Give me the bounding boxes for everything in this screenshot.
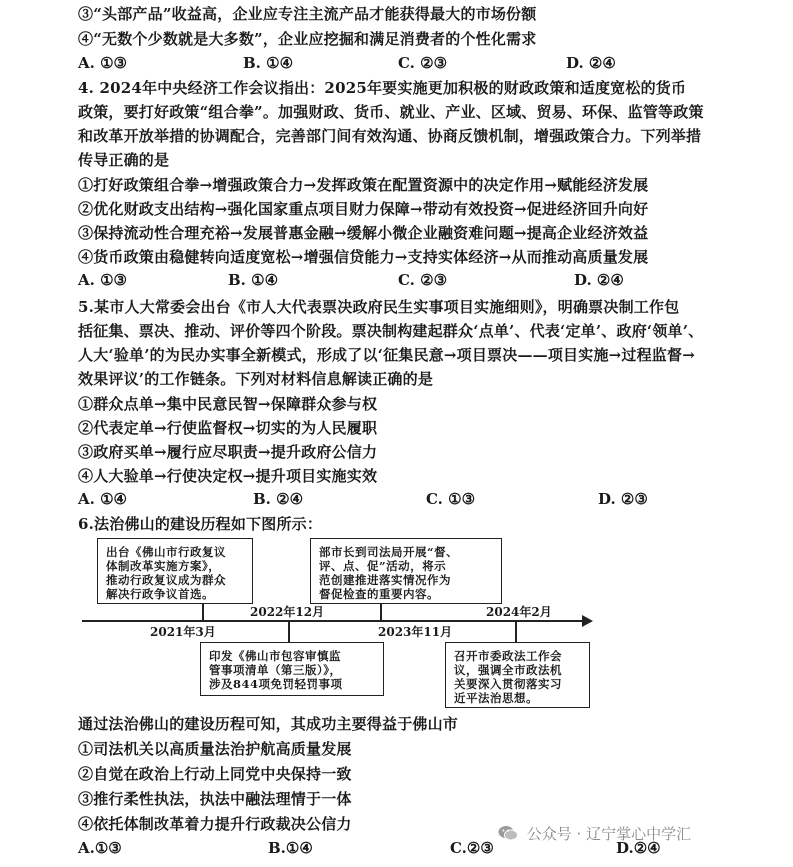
option-c: C. ②③ (398, 271, 448, 289)
q3-options (78, 54, 778, 74)
option-b: B.①④ (268, 839, 313, 857)
q5-item-1: ①群众点单→集中民意民智→保障群众参与权 (78, 395, 378, 413)
timeline-box-text: 印发《佛山市包容审慎监 管事项清单（第三版）》， 涉及844项免罚轻罚事项 (209, 649, 343, 691)
timeline-box-text: 部市长到司法局开展“督、 评、点、促”活动，将示 范创建推进落实情况作为 督促检查的重要内容。 (319, 545, 459, 601)
q3-item-4: ④“无数个少数就是大多数”，企业应挖掘和满足消费者的个性化需求 (78, 30, 537, 48)
timeline-connector (380, 604, 382, 620)
option-a: A. ①③ (78, 271, 127, 289)
q4-item-4: ④货币政策由稳健转向适度宽松→增强信贷能力→支持实体经济→从而推动高质量发展 (78, 248, 649, 266)
q5-options (78, 490, 778, 510)
timeline-date-2021: 2021年3月 (150, 625, 216, 639)
option-b: B. ②④ (253, 490, 304, 508)
option-d: D.②④ (616, 839, 661, 857)
timeline-axis (82, 620, 587, 622)
q5-stem-line-4: 效果评议’的工作链条。下列对材料信息解读正确的是 (78, 370, 434, 388)
timeline-connector (515, 621, 517, 642)
q6-after-text: 通过法治佛山的建设历程可知，其成功主要得益于佛山市 (78, 715, 459, 733)
wechat-icon (498, 825, 518, 841)
option-c: C.②③ (450, 839, 494, 857)
timeline-box-2024 (445, 642, 590, 708)
timeline-box-2022 (200, 642, 384, 696)
q5-item-4: ④人大验单→行使决定权→提升项目实施实效 (78, 467, 378, 485)
timeline-date-2024: 2024年2月 (486, 605, 552, 619)
q4-item-3: ③保持流动性合理充裕→发展普惠金融→缓解小微企业融资难问题→提高企业经济效益 (78, 224, 649, 242)
q3-item-3: ③“头部产品”收益高，企业应专注主流产品才能获得最大的市场份额 (78, 5, 537, 23)
option-d: D. ②④ (574, 271, 624, 289)
q5-item-3: ③政府买单→履行应尽职责→提升政府公信力 (78, 443, 378, 461)
q6-item-1: ①司法机关以高质量法治护航高质量发展 (78, 740, 352, 758)
timeline-connector (202, 604, 204, 620)
q6-item-4: ④依托体制改革着力提升行政裁决公信力 (78, 815, 352, 833)
timeline-date-2022: 2022年12月 (250, 605, 325, 619)
q4-stem-line-2: 政策，要打好政策“组合拳”。加强财政、货币、就业、产业、区域、贸易、环保、监管等政策 (78, 103, 704, 121)
q4-item-2: ②优化财政支出结构→强化国家重点项目财力保障→带动有效投资→促进经济回升向好 (78, 200, 649, 218)
option-b: B. ①④ (228, 271, 279, 289)
q4-stem-line-4: 传导正确的是 (78, 151, 170, 169)
q4-item-1: ①打好政策组合拳→增强政策合力→发挥政策在配置资源中的决定作用→赋能经济发展 (78, 176, 649, 194)
q4-options (78, 271, 778, 291)
watermark-text: 公众号 · 辽宁掌心中学汇 (526, 825, 692, 843)
q4-stem-line-1: 4. 2024年中央经济工作会议指出：2025年要实施更加积极的财政政策和适度宽松的货币 (78, 79, 687, 97)
q5-stem-line-1: 5.某市人大常委会出台《市人大代表票决政府民生实事项目实施细则》，明确票决制工作包 (78, 298, 680, 316)
option-d: D. ②④ (566, 54, 616, 72)
q6-item-2: ②自觉在政治上行动上同党中央保持一致 (78, 765, 352, 783)
option-a: A.①③ (78, 839, 122, 857)
timeline-box-2021 (97, 538, 253, 604)
timeline-date-2023: 2023年11月 (378, 625, 453, 639)
q5-stem-line-3: 人大‘验单’的为民办实事全新模式，形成了以‘征集民意→项目票决——项目实施→过程监督→ (78, 346, 695, 364)
q6-item-3: ③推行柔性执法，执法中融法理情于一体 (78, 790, 352, 808)
wechat-watermark (498, 823, 691, 847)
option-c: C. ①③ (426, 490, 476, 508)
timeline-box-text: 召开市委政法工作会 议，强调全市政法机 关要深入贯彻落实习 近平法治思想。 (454, 649, 562, 705)
q4-stem-line-3: 和改革开放举措的协调配合，完善部门间有效沟通、协商反馈机制，增强政策合力。下列举措 (78, 127, 702, 145)
q6-stem: 6.法治佛山的建设历程如下图所示： (78, 515, 323, 533)
q5-stem-line-2: 括征集、票决、推动、评价等四个阶段。票决制构建起群众‘点单’、代表‘定单’、政府‘领单’、 (78, 322, 704, 340)
option-a: A. ①③ (78, 54, 127, 72)
timeline-arrowhead (582, 615, 593, 627)
option-a: A. ①④ (78, 490, 127, 508)
option-b: B. ①④ (243, 54, 294, 72)
timeline-connector (288, 621, 290, 642)
q5-item-2: ②代表定单→行使监督权→切实的为人民履职 (78, 419, 378, 437)
option-d: D. ②③ (598, 490, 648, 508)
timeline-box-text: 出台《佛山市行政复议 体制改革实施方案》， 推动行政复议成为群众 解决行政争议首选。 (106, 545, 226, 601)
timeline-box-2023 (310, 538, 502, 604)
option-c: C. ②③ (398, 54, 448, 72)
